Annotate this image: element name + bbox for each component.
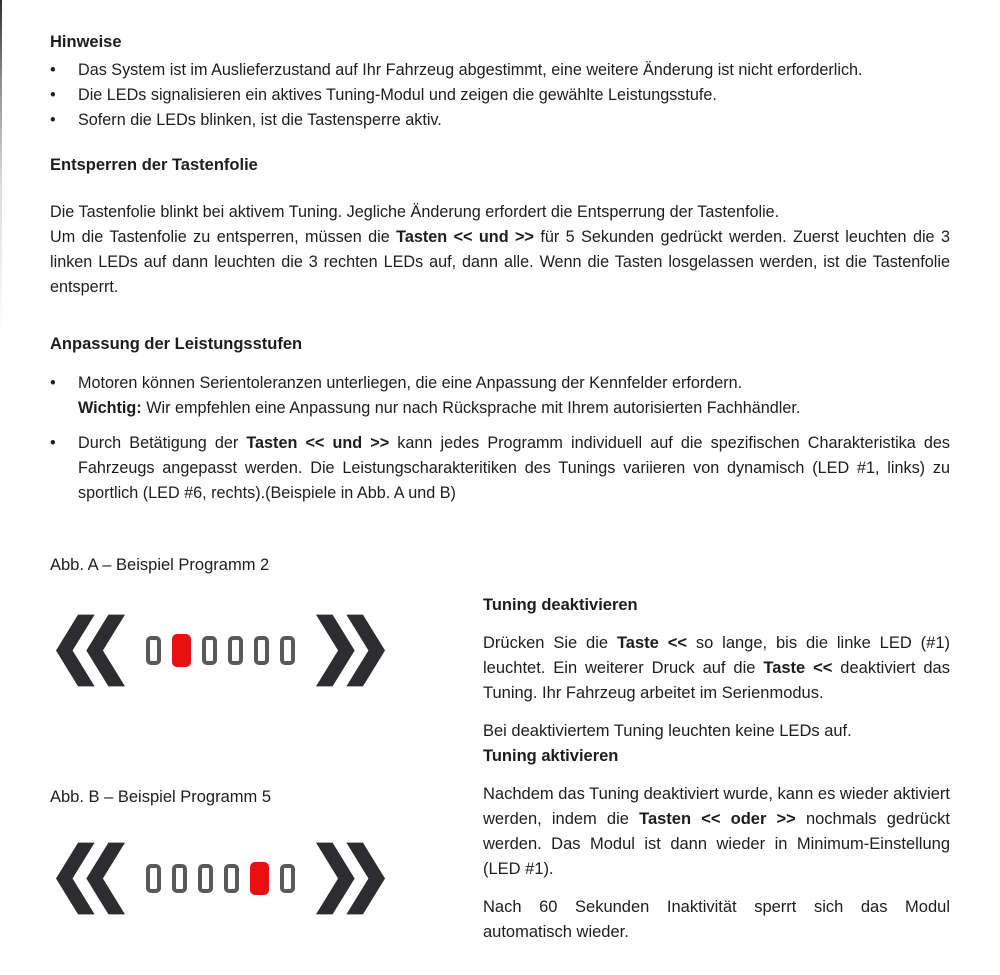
double-chevron-left-icon [56, 614, 125, 687]
led-6-off [280, 636, 295, 665]
list-item [50, 431, 950, 506]
entsperren-paragraph [50, 200, 950, 300]
led-5-on [250, 862, 269, 895]
led-3-off [202, 636, 217, 665]
bullet-marker: • [50, 111, 56, 129]
section-title-tuning-deaktivieren: Tuning deaktivieren [483, 596, 638, 614]
text-run: so lange, bis die linke LED (#1) leuchtet. Ein weiterer Druck auf die [483, 634, 951, 677]
text-run: Nachdem das Tuning deaktiviert wurde, kann es wieder aktiviert werden, indem die [483, 785, 950, 828]
section-title-anpassung: Anpassung der Leistungsstufen [50, 335, 303, 353]
right-text-column [483, 593, 950, 945]
text-run: deaktiviert das Tuning. Ihr Fahrzeug arbeitet im Serienmodus. [483, 659, 950, 702]
led-4-off [228, 636, 243, 665]
bullet-marker: • [50, 61, 56, 79]
text-run: nochmals gedrückt werden. Das Modul ist dann wieder in Minimum-Einstellung (LED #1). [483, 810, 950, 878]
double-chevron-right-icon [316, 614, 385, 687]
paragraph [483, 631, 950, 706]
list-item [50, 371, 950, 421]
text-run-bold: Tasten << oder >> [639, 810, 796, 828]
paragraph: Bei deaktiviertem Tuning leuchten keine LEDs auf. [483, 722, 852, 740]
figure-a-caption: Abb. A – Beispiel Programm 2 [50, 556, 270, 574]
bullet-text [78, 431, 950, 506]
bullet-text [78, 371, 950, 421]
bullet-text: Sofern die LEDs blinken, ist die Tastensperre aktiv. [78, 111, 442, 129]
text-run: Durch Betätigung der [78, 434, 247, 452]
figures-and-column-section [50, 540, 950, 975]
double-chevron-left-icon [56, 842, 125, 915]
text-run-bold: Taste << [763, 659, 833, 677]
figure-b-caption: Abb. B – Beispiel Programm 5 [50, 788, 272, 806]
double-chevron-right-icon [316, 842, 385, 915]
led-1-off [146, 636, 161, 665]
text-run-bold: Wichtig: [78, 399, 142, 417]
section-title-hinweise: Hinweise [50, 33, 122, 51]
led-6-off [280, 864, 295, 893]
bullet-text: Die LEDs signalisieren ein aktives Tuning-Modul und zeigen die gewählte Leistungsstufe. [78, 86, 717, 104]
bullet-marker: • [50, 434, 56, 452]
led-5-off [254, 636, 269, 665]
section-title-entsperren: Entsperren der Tastenfolie [50, 156, 258, 174]
text-run: Wir empfehlen eine Anpassung nur nach Rücksprache mit Ihrem autorisierten Fachhändler. [141, 399, 801, 417]
paragraph-line: Die Tastenfolie blinkt bei aktivem Tuning. Jegliche Änderung erfordert die Entsperrung der Tastenfolie. [50, 203, 780, 221]
led-2-off [172, 864, 187, 893]
text-run-bold: Tasten << und >> [396, 228, 534, 246]
led-2-on [172, 634, 191, 667]
scan-edge-artifact [0, 0, 2, 560]
figure-a-led-panel [56, 614, 385, 687]
led-row [146, 862, 295, 895]
bullet-text: Das System ist im Auslieferzustand auf Ihr Fahrzeug abgestimmt, eine weitere Änderung ist nicht erforderlich. [78, 61, 863, 79]
text-run: kann jedes Programm individuell auf die spezifischen Charakteristika des Fahrzeugs angepasst werden. Die Leistungscharakteritiken des Tunings variieren von dynamisch (LED #1, links) zu sportlich (LED #6, rechts).(Beispiele in Abb. A und B) [78, 434, 950, 502]
text-run: für 5 Sekunden gedrückt werden. Zuerst leuchten die 3 linken LEDs auf dann leuchten die 3 rechten LEDs auf, dann alle. Wenn die Tasten losgelassen werden, ist die Tastenfolie entsperrt. [50, 228, 950, 296]
text-run-bold: Tasten << und >> [246, 434, 390, 452]
figure-b-led-panel [56, 842, 385, 915]
text-run-bold: Taste << [616, 634, 687, 652]
list-item [50, 58, 950, 83]
hinweise-bullet-list [50, 58, 950, 133]
paragraph [483, 782, 950, 882]
text-run: Um die Tastenfolie zu entsperren, müssen die [50, 228, 397, 246]
main-text-column [50, 30, 950, 506]
led-3-off [198, 864, 213, 893]
section-title-tuning-aktivieren: Tuning aktivieren [483, 747, 619, 765]
led-4-off [224, 864, 239, 893]
text-run: Motoren können Serientoleranzen unterliegen, die eine Anpassung der Kennfelder erfordern. [78, 374, 743, 392]
text-run: Drücken Sie die [483, 634, 617, 652]
list-item [50, 108, 950, 133]
bullet-marker: • [50, 374, 56, 392]
paragraph [50, 225, 950, 300]
led-1-off [146, 864, 161, 893]
led-row [146, 634, 295, 667]
paragraph: Nach 60 Sekunden Inaktivität sperrt sich das Modul automatisch wieder. [483, 898, 950, 941]
list-item [50, 83, 950, 108]
bullet-marker: • [50, 86, 56, 104]
